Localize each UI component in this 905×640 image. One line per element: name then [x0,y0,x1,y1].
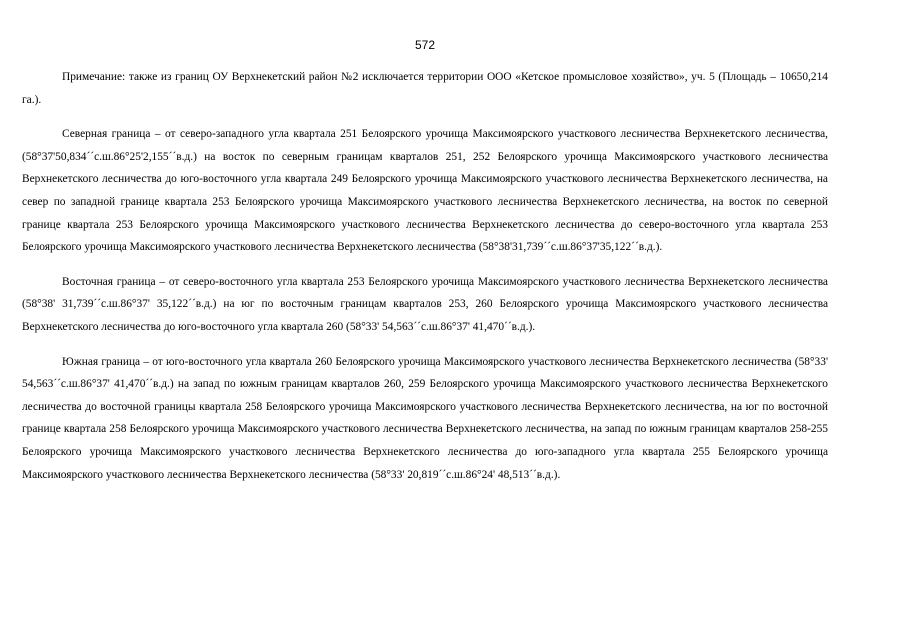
document-body [22,66,828,486]
eastern-border-paragraph: Восточная граница – от северо-восточного угла квартала 253 Белоярского урочища Максимоярского участкового лесничества Верхнекетского лесничества (58°38' 31,739´´с.ш.86°37' 35,122´´в.д.) на юг по восточным границам кварталов 253, 260 Белоярского урочища Максимоярского участкового лесничества Верхнекетского лесничества до юго-восточного угла квартала 260 (58°33' 54,563´´с.ш.86°37' 41,470´´в.д.). [22,275,828,333]
page-number: 572 [414,38,436,52]
southern-border-paragraph: Южная граница – от юго-восточного угла квартала 260 Белоярского урочища Максимоярского участкового лесничества Верхнекетского лесничества (58°33' 54,563´´с.ш.86°37' 41,470´´в.д.) на запад по южным границам кварталов 260, 259 Белоярского урочища Максимоярского участкового лесничества Верхнекетского лесничества до восточной границы квартала 258 Белоярского урочища Максимоярского участкового лесничества Верхнекетского лесничества, на юг по восточной границе квартала 258 Белоярского урочища Максимоярского участкового лесничества Верхнекетского лесничества, на запад по южным границам кварталов 258-255 Белоярского урочища Максимоярского участкового лесничества Верхнекетского лесничества до юго-западного угла квартала 255 Белоярского урочища Максимоярского участкового лесничества Верхнекетского лесничества (58°33' 20,819´´с.ш.86°24' 48,513´´в.д.). [22,355,828,481]
note-paragraph: Примечание: также из границ ОУ Верхнекетский район №2 исключается территории ООО «Кетское промысловое хозяйство», уч. 5 (Площадь – 10650,214 га.). [22,71,828,106]
northern-border-paragraph: Северная граница – от северо-западного угла квартала 251 Белоярского урочища Максимоярского участкового лесничества Верхнекетского лесничества, (58°37'50,834´´с.ш.86°25'2,155´´в.д.) на восток по северным границам кварталов 251, 252 Белоярского урочища Максимоярского участкового лесничества Верхнекетского лесничества до юго-восточного угла квартала 249 Белоярского урочища Максимоярского участкового лесничества Верхнекетского лесничества, на север по западной границе квартала 253 Белоярского урочища Максимоярского участкового лесничества Верхнекетского лесничества, на восток по северной границе квартала 253 Белоярского урочища Максимоярского участкового лесничества Верхнекетского лесничества до северо-восточного угла квартала 253 Белоярского урочища Максимоярского участкового лесничества Верхнекетского лесничества (58°38'31,739´´с.ш.86°37'35,122´´в.д.). [22,128,828,254]
